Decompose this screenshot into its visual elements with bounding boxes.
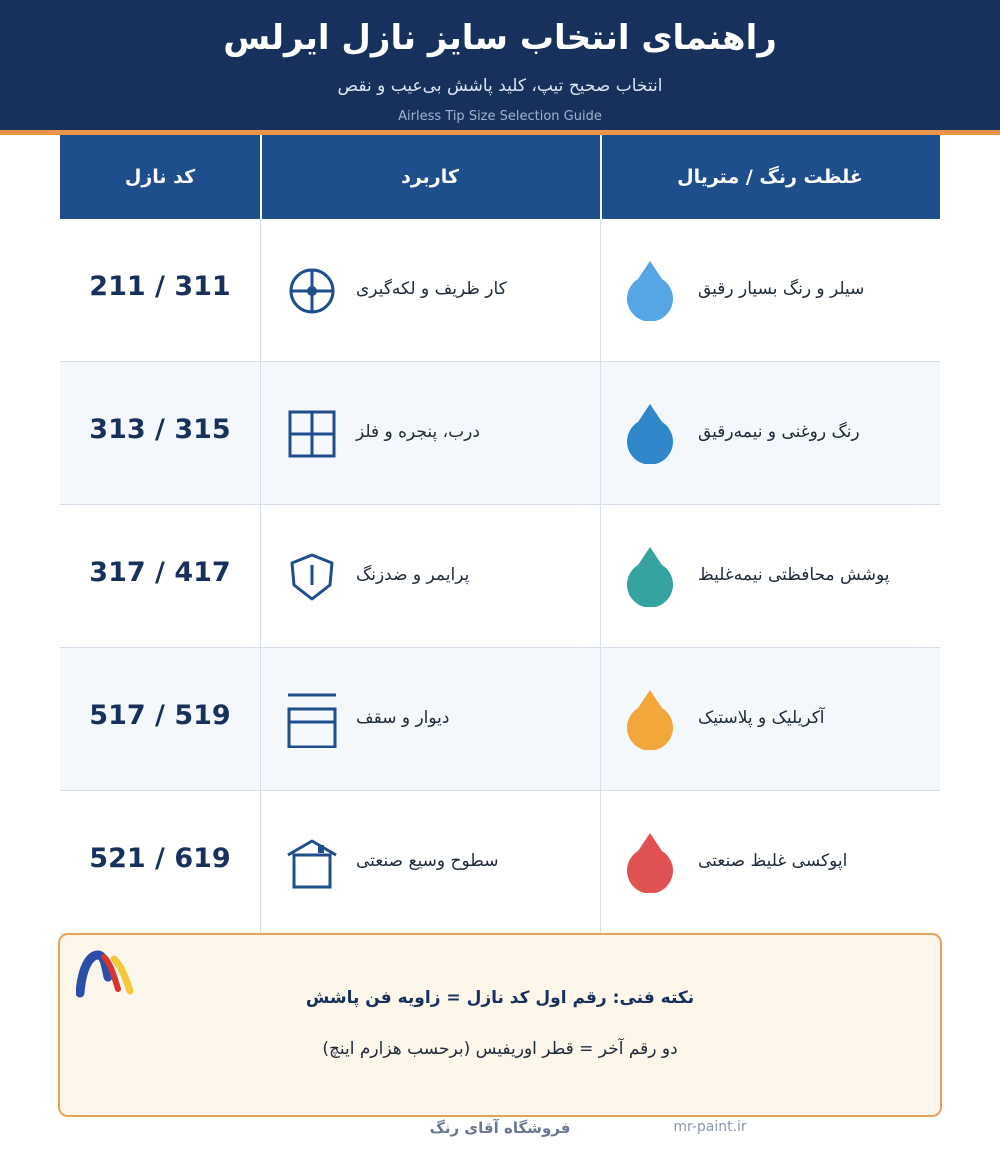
thickness-text: سیلر و رنگ بسیار رقیق <box>698 279 865 299</box>
nozzle-code: 313 / 315 <box>89 414 231 445</box>
technical-note-box <box>58 933 942 1117</box>
paint-drop-icon <box>624 831 676 893</box>
table-header <box>60 135 940 219</box>
tip-size-table <box>60 135 940 934</box>
table-row <box>60 362 940 505</box>
wall-ceiling-icon <box>286 688 338 748</box>
table-row <box>60 648 940 791</box>
usage-text: پرایمر و ضدزنگ <box>356 565 470 585</box>
note-title: نکته فنی: رقم اول کد نازل = زاویه فن پاشش <box>305 988 695 1008</box>
shield-icon <box>286 551 338 603</box>
usage-text: کار ظریف و لکه‌گیری <box>356 279 507 299</box>
column-header-code: کد نازل <box>60 135 262 219</box>
note-subtitle: دو رقم آخر = قطر اوریفیس (برحسب هزارم اینچ) <box>322 1039 678 1059</box>
column-header-usage: کاربرد <box>260 135 602 219</box>
thickness-text: رنگ روغنی و نیمه‌رقیق <box>698 422 860 442</box>
crosshair-icon <box>286 265 338 317</box>
thickness-text: اپوکسی غلیظ صنعتی <box>698 851 848 871</box>
column-header-thickness: غلظت رنگ / متریال <box>677 166 863 188</box>
table-row <box>60 791 940 934</box>
window-icon <box>286 408 338 460</box>
nozzle-code: 211 / 311 <box>89 271 231 302</box>
building-icon <box>286 837 338 889</box>
nozzle-code: 517 / 519 <box>89 700 231 731</box>
nozzle-code: 521 / 619 <box>89 843 231 874</box>
paint-drop-icon <box>624 402 676 464</box>
page-subtitle-english: Airless Tip Size Selection Guide <box>398 109 602 124</box>
usage-text: سطوح وسیع صنعتی <box>356 851 499 871</box>
paint-drop-icon <box>624 545 676 607</box>
page-subtitle: انتخاب صحیح تیپ، کلید پاشش بی‌عیب و نقص <box>337 76 663 96</box>
nozzle-code: 317 / 417 <box>89 557 231 588</box>
shop-name: فروشگاه آقای رنگ <box>429 1119 571 1137</box>
table-row <box>60 219 940 362</box>
website-link[interactable]: mr-paint.ir <box>673 1119 747 1135</box>
thickness-text: پوشش محافظتی نیمه‌غلیظ <box>698 565 890 585</box>
paint-drop-icon <box>624 259 676 321</box>
paint-drop-icon <box>624 688 676 750</box>
page-header <box>0 0 1000 130</box>
page-title: راهنمای انتخاب سایز نازل ایرلس <box>223 18 777 58</box>
usage-text: دیوار و سقف <box>356 708 450 728</box>
thickness-text: آکریلیک و پلاستیک <box>698 708 825 728</box>
table-row <box>60 505 940 648</box>
usage-text: درب، پنجره و فلز <box>356 422 480 442</box>
